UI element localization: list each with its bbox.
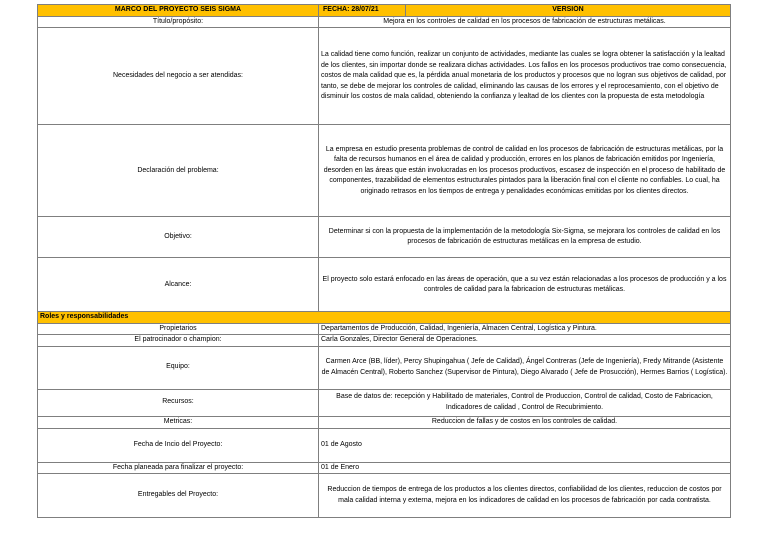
row-fecha-fin bbox=[38, 462, 731, 473]
fecha-inicio-value: 01 de Agosto bbox=[319, 428, 731, 462]
row-metricas bbox=[38, 416, 731, 428]
row-necesidades bbox=[38, 28, 731, 125]
project-charter-table bbox=[37, 4, 731, 518]
row-entregables bbox=[38, 474, 731, 518]
charter-title: MARCO DEL PROYECTO SEIS SIGMA bbox=[38, 5, 319, 17]
fecha-inicio-label: Fecha de Incio del Proyecto: bbox=[38, 428, 319, 462]
fecha-fin-value: 01 de Enero bbox=[319, 462, 731, 473]
declaracion-value: La empresa en estudio presenta problemas de control de calidad en los procesos de fabricación de estructuras metálicas, por la falta de recursos humanos en el área de calidad y producción, errores en los planos de fabricación emitidos por Ingeniería, desorden en las áreas que están involucradas en los procesos productivos, escasez de inspección en el proceso de habilitado de componentes, trazabilidad de elementos estructurales pintados para la liberación final con el cliente no confiables. Lo cual, ha originado retrasos en los tiempos de entrega y penalidades económicas emitidas por los clientes directos. bbox=[319, 125, 731, 217]
necesidades-label: Necesidades del negocio a ser atendidas: bbox=[38, 28, 319, 125]
row-declaracion bbox=[38, 125, 731, 217]
equipo-label: Equipo: bbox=[38, 346, 319, 389]
row-propietarios bbox=[38, 323, 731, 334]
entregables-value: Reduccion de tiempos de entrega de los productos a los clientes directos, confiabilidad de los clientes, reduccion de costos por mala calidad interna y externa, mejora en los indicadores de calidad en los procesos de fabricación por cada contratista. bbox=[319, 474, 731, 518]
metricas-label: Metricas: bbox=[38, 416, 319, 428]
metricas-value: Reduccion de fallas y de costos en los controles de calidad. bbox=[319, 416, 731, 428]
version-cell: VERSIÓN bbox=[406, 5, 731, 17]
row-fecha-inicio bbox=[38, 428, 731, 462]
recursos-value: Base de datos de: recepción y Habilitado de materiales, Control de Produccion, Control de calidad, Costo de Fabricacion, Indicadores de calidad , Control de Recubrimiento. bbox=[319, 389, 731, 416]
entregables-label: Entregables del Proyecto: bbox=[38, 474, 319, 518]
necesidades-value: La calidad tiene como función, realizar un conjunto de actividades, mediante las cuales se logra obtener la satisfacción y la lealtad de los clientes, sin importar donde se realizara dichas actividades. Los fallos en los procesos productivos trae como consecuencia, costos de mala calidad que es, la pérdida anual monetaria de los productos y procesos que no logran sus objetivos de calidad, por tanto, se debe de mejorar los controles de calidad, eliminando las causas de los errores y el reprocesamiento, con el objetivo de disminuir los costos de mala calidad, obteniendo la confianza y lealtad de los clientes con la propuesta de esta metodología bbox=[319, 28, 731, 125]
date-cell: FECHA: 28/07/21 bbox=[319, 5, 406, 17]
row-objetivo bbox=[38, 217, 731, 258]
roles-section-row bbox=[38, 312, 731, 323]
header-row bbox=[38, 5, 731, 17]
titulo-label: Título/propósito: bbox=[38, 17, 319, 28]
objetivo-label: Objetivo: bbox=[38, 217, 319, 258]
row-equipo bbox=[38, 346, 731, 389]
alcance-value: El proyecto solo estará enfocado en las áreas de operación, que a su vez están relacionadas a los procesos de producción y a los controles de calidad para la fabricacion de estructuras metálicas. bbox=[319, 258, 731, 312]
row-titulo bbox=[38, 17, 731, 28]
fecha-fin-label: Fecha planeada para finalizar el proyecto: bbox=[38, 462, 319, 473]
titulo-value: Mejora en los controles de calidad en los procesos de fabricación de estructuras metálicas. bbox=[319, 17, 731, 28]
row-alcance bbox=[38, 258, 731, 312]
row-patrocinador bbox=[38, 335, 731, 346]
alcance-label: Alcance: bbox=[38, 258, 319, 312]
row-recursos bbox=[38, 389, 731, 416]
objetivo-value: Determinar si con la propuesta de la implementación de la metodología Six-Sigma, se mejorara los controles de calidad en los procesos de fabricación de estructuras metálicas en la empresa de estudio. bbox=[319, 217, 731, 258]
patrocinador-label: El patrocinador o champion: bbox=[38, 335, 319, 346]
roles-section-title: Roles y responsabilidades bbox=[38, 312, 731, 323]
recursos-label: Recursos: bbox=[38, 389, 319, 416]
propietarios-value: Departamentos de Producción, Calidad, Ingeniería, Almacen Central, Logística y Pintura. bbox=[319, 323, 731, 334]
patrocinador-value: Carla Gonzales, Director General de Operaciones. bbox=[319, 335, 731, 346]
equipo-value: Carmen Arce (BB, líder), Percy Shupingahua ( Jefe de Calidad), Ángel Contreras (Jefe de Ingeniería), Fredy Mitrande (Asistente de Almacén Central), Roberto Sanchez (Supervisor de Pintura), Diego Alvarado ( Jefe de Prosucción), Hermes Barrios ( Logística). bbox=[319, 346, 731, 389]
propietarios-label: Propietarios bbox=[38, 323, 319, 334]
declaracion-label: Declaración del problema: bbox=[38, 125, 319, 217]
